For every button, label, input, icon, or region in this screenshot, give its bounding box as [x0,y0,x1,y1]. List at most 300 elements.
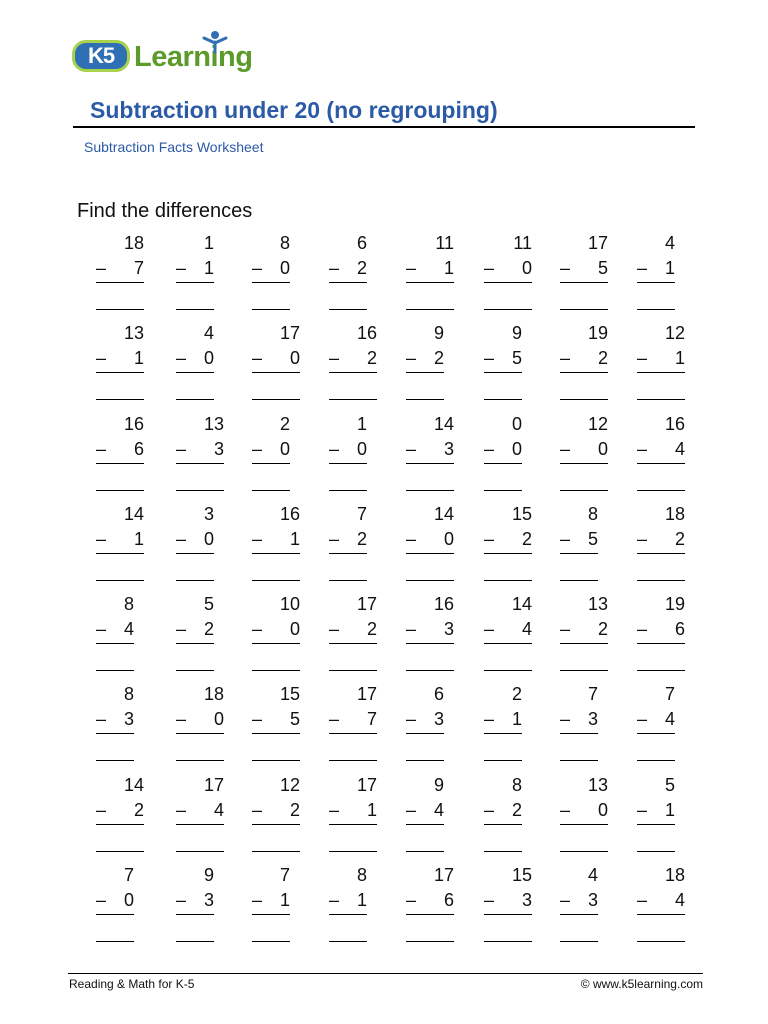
subtrahend-line [560,890,598,911]
answer-blank[interactable] [329,399,377,400]
subtrahend-line [406,348,444,369]
minuend: 16 [433,594,454,615]
subtrahend: 2 [511,799,522,820]
subtraction-problem [325,865,367,945]
minus-sign: – [96,258,107,278]
minus-sign: – [176,348,187,369]
subtrahend-line [252,258,290,279]
subtraction-problem [92,865,134,945]
subtrahend-line [484,529,532,550]
subtrahend: 2 [203,619,214,640]
subtrahend: 4 [674,890,685,911]
answer-blank[interactable] [176,309,214,310]
subtrahend: 3 [203,890,214,911]
answer-blank[interactable] [637,490,685,491]
subtrahend-line [252,709,300,730]
problems-grid [92,233,692,955]
subtraction-problem [633,865,685,945]
subtrahend-line [329,348,377,369]
minuend: 2 [279,413,290,434]
subtrahend-line [406,619,454,640]
minuend: 19 [587,323,608,344]
subtrahend-line [96,439,144,460]
problem-row [92,775,692,865]
answer-blank[interactable] [252,670,300,671]
answer-blank[interactable] [96,941,134,942]
minuend: 0 [511,413,522,434]
problem-rule [637,372,685,373]
answer-blank[interactable] [484,941,532,942]
subtrahend: 3 [433,709,444,730]
subtrahend: 0 [203,348,214,369]
answer-blank[interactable] [560,760,598,761]
minuend: 16 [664,413,685,434]
answer-blank[interactable] [637,399,685,400]
answer-blank[interactable] [176,580,214,581]
answer-blank[interactable] [406,490,454,491]
answer-blank[interactable] [406,941,454,942]
minuend: 14 [433,413,454,434]
problem-rule [329,553,367,554]
minuend: 17 [203,774,224,795]
minus-sign: – [329,619,340,640]
subtraction-problem [248,684,300,764]
subtrahend-line [176,439,224,460]
subtraction-problem [402,414,454,494]
subtrahend: 1 [674,348,685,369]
minuend: 15 [279,684,300,705]
subtrahend-line [406,258,454,279]
answer-blank[interactable] [637,309,675,310]
problem-rule [637,914,685,915]
subtrahend-line [406,709,444,730]
subtraction-problem [402,504,454,584]
problem-rule [176,824,224,825]
subtraction-problem [402,323,444,403]
answer-blank[interactable] [329,670,377,671]
subtrahend: 5 [511,348,522,369]
subtraction-problem [402,594,454,674]
subtrahend-line [176,800,224,821]
problem-rule [560,463,608,464]
problem-row [92,684,692,774]
minuend: 8 [587,503,598,524]
minuend: 17 [356,594,377,615]
problem-rule [176,372,214,373]
answer-blank[interactable] [329,490,367,491]
answer-blank[interactable] [406,399,444,400]
problem-rule [252,372,300,373]
subtrahend-line [252,890,290,911]
problem-rule [637,463,685,464]
minuend: 14 [511,594,532,615]
answer-blank[interactable] [484,670,532,671]
subtrahend-line [329,529,367,550]
answer-blank[interactable] [637,760,675,761]
answer-blank[interactable] [252,851,300,852]
answer-blank[interactable] [406,670,454,671]
minus-sign: – [560,799,571,820]
minus-sign: – [252,890,263,911]
minus-sign: – [484,709,495,730]
minus-sign: – [560,348,571,369]
minus-sign: – [176,890,187,911]
minuend: 16 [279,503,300,524]
answer-blank[interactable] [252,490,290,491]
subtrahend: 3 [443,438,454,459]
subtrahend: 0 [443,528,454,549]
subtrahend-line [637,348,685,369]
minus-sign: – [406,619,417,640]
subtraction-problem [172,594,214,674]
subtrahend-line [637,800,675,821]
minuend: 8 [511,774,522,795]
subtrahend-line [252,439,290,460]
subtraction-problem [556,594,608,674]
subtraction-problem [248,414,290,494]
minus-sign: – [176,438,187,459]
answer-blank[interactable] [96,309,144,310]
minuend: 9 [203,865,214,886]
minus-sign: – [637,528,648,549]
minuend: 3 [203,503,214,524]
problem-rule [252,463,290,464]
subtrahend-line [96,709,134,730]
subtraction-problem [172,323,214,403]
minuend: 11 [435,233,454,253]
answer-blank[interactable] [176,490,224,491]
subtrahend-line [252,800,300,821]
minus-sign: – [176,619,187,640]
subtraction-problem [556,865,598,945]
answer-blank[interactable] [176,941,214,942]
subtrahend: 5 [587,528,598,549]
minuend: 14 [433,503,454,524]
minus-sign: – [637,799,648,820]
subtrahend-line [560,529,598,550]
subtrahend-line [329,890,367,911]
subtrahend: 1 [289,528,300,549]
subtrahend-line [484,348,522,369]
answer-blank[interactable] [176,399,214,400]
answer-blank[interactable] [96,670,134,671]
answer-blank[interactable] [329,851,377,852]
minuend: 4 [203,323,214,344]
subtraction-problem [480,504,532,584]
subtrahend-line [637,439,685,460]
subtrahend: 0 [597,438,608,459]
answer-blank[interactable] [329,309,367,310]
answer-blank[interactable] [637,851,675,852]
problem-rule [252,733,300,734]
minus-sign: – [252,438,263,459]
problem-rule [329,914,367,915]
problem-row [92,323,692,413]
minus-sign: – [406,258,417,278]
subtrahend-line [560,258,608,279]
subtraction-problem [556,775,608,855]
page-subtitle: Subtraction Facts Worksheet [84,139,264,155]
minus-sign: – [406,528,417,549]
subtraction-problem [480,233,532,313]
answer-blank[interactable] [637,941,685,942]
subtrahend: 3 [521,890,532,911]
minus-sign: – [406,890,417,911]
subtraction-problem [248,504,300,584]
minus-sign: – [637,709,648,730]
subtraction-problem [172,865,214,945]
subtrahend-line [484,439,522,460]
subtrahend: 2 [356,528,367,549]
minuend: 4 [587,865,598,886]
answer-blank[interactable] [96,580,144,581]
answer-blank[interactable] [329,941,367,942]
problem-rule [96,553,144,554]
subtraction-problem [325,323,377,403]
answer-blank[interactable] [176,851,224,852]
minus-sign: – [96,348,107,369]
title-divider [73,126,695,128]
subtrahend-line [484,258,532,279]
problem-rule [560,824,608,825]
subtrahend: 2 [597,619,608,640]
answer-blank[interactable] [484,851,522,852]
subtrahend: 1 [443,258,454,278]
subtrahend: 6 [674,619,685,640]
minuend: 13 [587,774,608,795]
minus-sign: – [176,528,187,549]
minuend: 18 [664,865,685,886]
subtrahend: 0 [597,799,608,820]
subtrahend-line [252,348,300,369]
minus-sign: – [484,528,495,549]
minuend: 12 [664,323,685,344]
subtraction-problem [172,504,214,584]
answer-blank[interactable] [252,580,300,581]
subtrahend: 1 [511,709,522,730]
minus-sign: – [637,438,648,459]
problem-rule [252,914,290,915]
minus-sign: – [637,890,648,911]
minus-sign: – [329,258,340,278]
minus-sign: – [560,258,571,278]
answer-blank[interactable] [484,399,522,400]
minus-sign: – [329,799,340,820]
problem-rule [406,733,444,734]
problem-row [92,865,692,955]
answer-blank[interactable] [560,851,608,852]
minus-sign: – [176,799,187,820]
subtrahend: 6 [443,890,454,911]
subtrahend: 2 [133,799,144,820]
problem-rule [176,463,224,464]
minuend: 18 [123,233,144,253]
subtraction-problem [633,414,685,494]
answer-blank[interactable] [637,580,685,581]
subtraction-problem [556,504,598,584]
answer-blank[interactable] [329,580,367,581]
minuend: 5 [203,594,214,615]
minus-sign: – [484,619,495,640]
subtraction-problem [556,684,598,764]
minus-sign: – [560,619,571,640]
answer-blank[interactable] [406,309,454,310]
minus-sign: – [252,348,263,369]
minuend: 13 [587,594,608,615]
answer-blank[interactable] [560,309,608,310]
subtrahend-line [329,800,377,821]
answer-blank[interactable] [252,941,290,942]
subtrahend-line [406,890,454,911]
subtrahend: 4 [123,619,134,640]
subtraction-problem [248,775,300,855]
problem-row [92,233,692,323]
minuend: 11 [513,233,532,253]
subtrahend-line [637,529,685,550]
minus-sign: – [252,528,263,549]
subtrahend-line [329,619,377,640]
answer-blank[interactable] [96,760,134,761]
subtrahend: 1 [133,348,144,369]
subtraction-problem [325,233,367,313]
minus-sign: – [329,709,340,730]
subtraction-problem [92,233,144,313]
answer-blank[interactable] [329,760,377,761]
subtraction-problem [92,684,134,764]
subtrahend-line [560,348,608,369]
minuend: 1 [203,233,214,253]
problem-rule [560,282,608,283]
subtrahend-line [176,348,214,369]
answer-blank[interactable] [176,670,214,671]
minuend: 15 [511,865,532,886]
answer-blank[interactable] [560,490,608,491]
subtrahend: 2 [433,348,444,369]
problem-rule [96,824,144,825]
problem-rule [176,553,214,554]
answer-blank[interactable] [96,399,144,400]
answer-blank[interactable] [484,490,522,491]
minuend: 16 [356,323,377,344]
subtraction-problem [480,684,522,764]
subtrahend: 4 [521,619,532,640]
minuend: 10 [279,594,300,615]
subtrahend-line [637,709,675,730]
subtrahend: 2 [366,619,377,640]
subtrahend: 0 [203,528,214,549]
minuend: 19 [664,594,685,615]
footer-tagline: Reading & Math for K-5 [69,977,195,991]
minuend: 9 [433,774,444,795]
answer-blank[interactable] [96,490,144,491]
problem-rule [329,824,377,825]
minus-sign: – [252,799,263,820]
answer-blank[interactable] [252,399,300,400]
minus-sign: – [176,709,187,730]
answer-blank[interactable] [252,760,300,761]
subtrahend: 0 [289,348,300,369]
subtraction-problem [633,323,685,403]
answer-blank[interactable] [484,309,532,310]
problem-rule [176,733,224,734]
minus-sign: – [176,258,187,278]
minus-sign: – [96,709,107,730]
subtrahend-line [96,800,144,821]
minuend: 9 [433,323,444,344]
subtraction-problem [325,775,377,855]
subtrahend: 3 [587,890,598,911]
subtrahend-line [637,890,685,911]
subtraction-problem [325,684,377,764]
answer-blank[interactable] [560,670,608,671]
problem-rule [96,733,134,734]
problem-rule [96,372,144,373]
problem-rule [96,463,144,464]
minuend: 17 [279,323,300,344]
subtrahend-line [96,258,144,279]
subtrahend: 4 [433,799,444,820]
minuend: 12 [587,413,608,434]
minus-sign: – [329,528,340,549]
answer-blank[interactable] [406,580,454,581]
problem-rule [176,643,214,644]
problem-rule [406,282,454,283]
subtrahend: 1 [133,528,144,549]
minuend: 8 [279,233,290,253]
minus-sign: – [484,799,495,820]
page-title: Subtraction under 20 (no regrouping) [90,97,498,123]
subtrahend: 1 [356,890,367,911]
minuend: 7 [123,865,134,886]
answer-blank[interactable] [637,670,685,671]
subtraction-problem [248,323,300,403]
problem-rule [406,643,454,644]
answer-blank[interactable] [484,580,532,581]
subtraction-problem [325,504,367,584]
subtraction-problem [633,504,685,584]
subtrahend-line [406,800,444,821]
answer-blank[interactable] [484,760,522,761]
answer-blank[interactable] [560,399,608,400]
subtrahend-line [406,439,454,460]
answer-blank[interactable] [560,941,598,942]
answer-blank[interactable] [176,760,224,761]
answer-blank[interactable] [252,309,290,310]
instructions: Find the differences [77,200,253,222]
minuend: 13 [123,323,144,344]
subtrahend-line [484,890,532,911]
minuend: 17 [433,865,454,886]
problem-rule [637,643,685,644]
answer-blank[interactable] [560,580,598,581]
minus-sign: – [560,438,571,459]
answer-blank[interactable] [406,851,444,852]
subtraction-problem [248,594,300,674]
answer-blank[interactable] [406,760,444,761]
subtrahend-line [484,709,522,730]
answer-blank[interactable] [96,851,144,852]
subtrahend: 0 [356,438,367,459]
minus-sign: – [96,799,107,820]
subtraction-problem [633,594,685,674]
subtrahend-line [329,258,367,279]
subtraction-problem [172,233,214,313]
minuend: 15 [511,503,532,524]
subtrahend-line [637,258,675,279]
problem-rule [560,643,608,644]
minuend: 7 [279,865,290,886]
subtrahend: 1 [664,258,675,278]
